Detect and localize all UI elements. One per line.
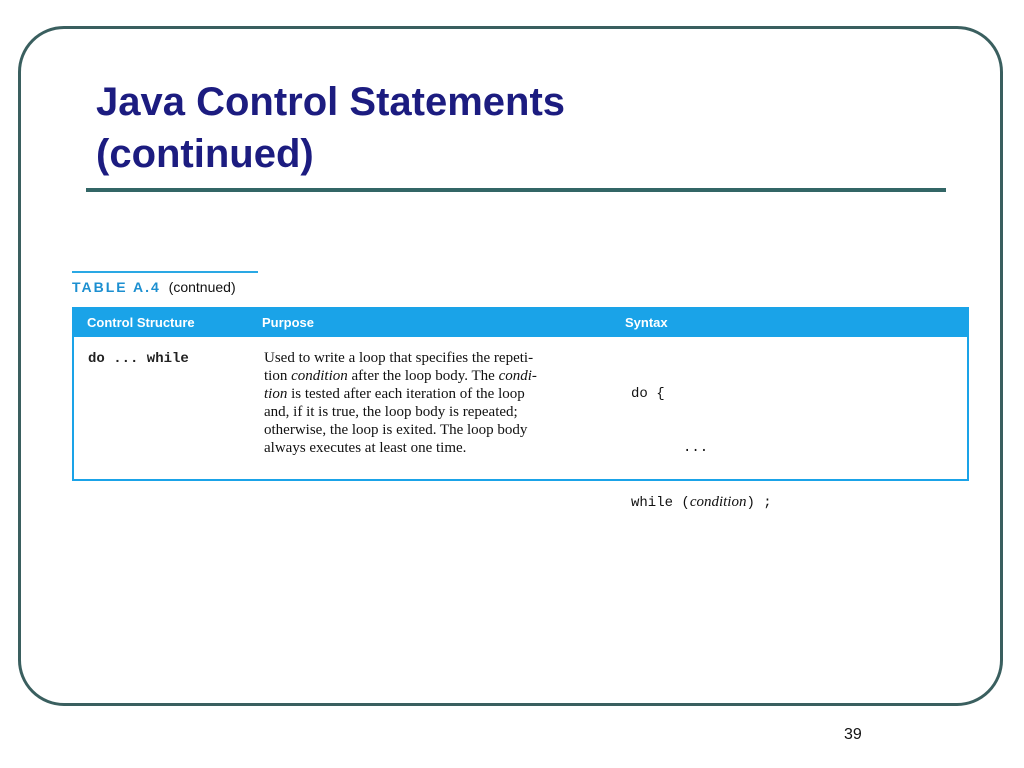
syntax-line-1: do { <box>631 386 665 402</box>
header-syntax: Syntax <box>625 315 668 330</box>
title-line-2: (continued) <box>96 132 314 176</box>
syntax-condition: condition <box>689 494 747 510</box>
syntax-line-3: while (condition) ; <box>631 494 772 511</box>
header-control-structure: Control Structure <box>87 315 195 330</box>
slide-title <box>96 76 916 180</box>
table-header-row <box>74 309 967 337</box>
title-underline <box>86 188 946 192</box>
cell-syntax <box>631 349 772 548</box>
page-number: 39 <box>844 726 862 743</box>
title-line-1: Java Control Statements <box>96 80 566 124</box>
header-purpose: Purpose <box>262 315 315 330</box>
table-caption-note: (contnued) <box>168 279 236 295</box>
table-caption <box>72 278 236 296</box>
purpose-line-3: tion is tested after each iteration of the loop <box>264 386 525 402</box>
purpose-line-4: and, if it is true, the loop body is repeated; <box>264 404 518 420</box>
cell-control-structure: do ... while <box>88 351 189 367</box>
cell-purpose <box>264 349 626 457</box>
control-structure-table <box>72 307 969 511</box>
syntax-line-2: ... <box>683 440 709 456</box>
purpose-line-1: Used to write a loop that specifies the repeti- <box>264 350 534 366</box>
purpose-line-2: tion condition after the loop body. The condi- <box>264 368 537 384</box>
table-caption-label: TABLE A.4 <box>72 279 161 295</box>
purpose-line-5: otherwise, the loop is exited. The loop body <box>264 422 528 438</box>
caption-rule <box>72 271 258 273</box>
purpose-condition-term: condition <box>291 368 348 384</box>
purpose-line-6: always executes at least one time. <box>264 440 467 456</box>
